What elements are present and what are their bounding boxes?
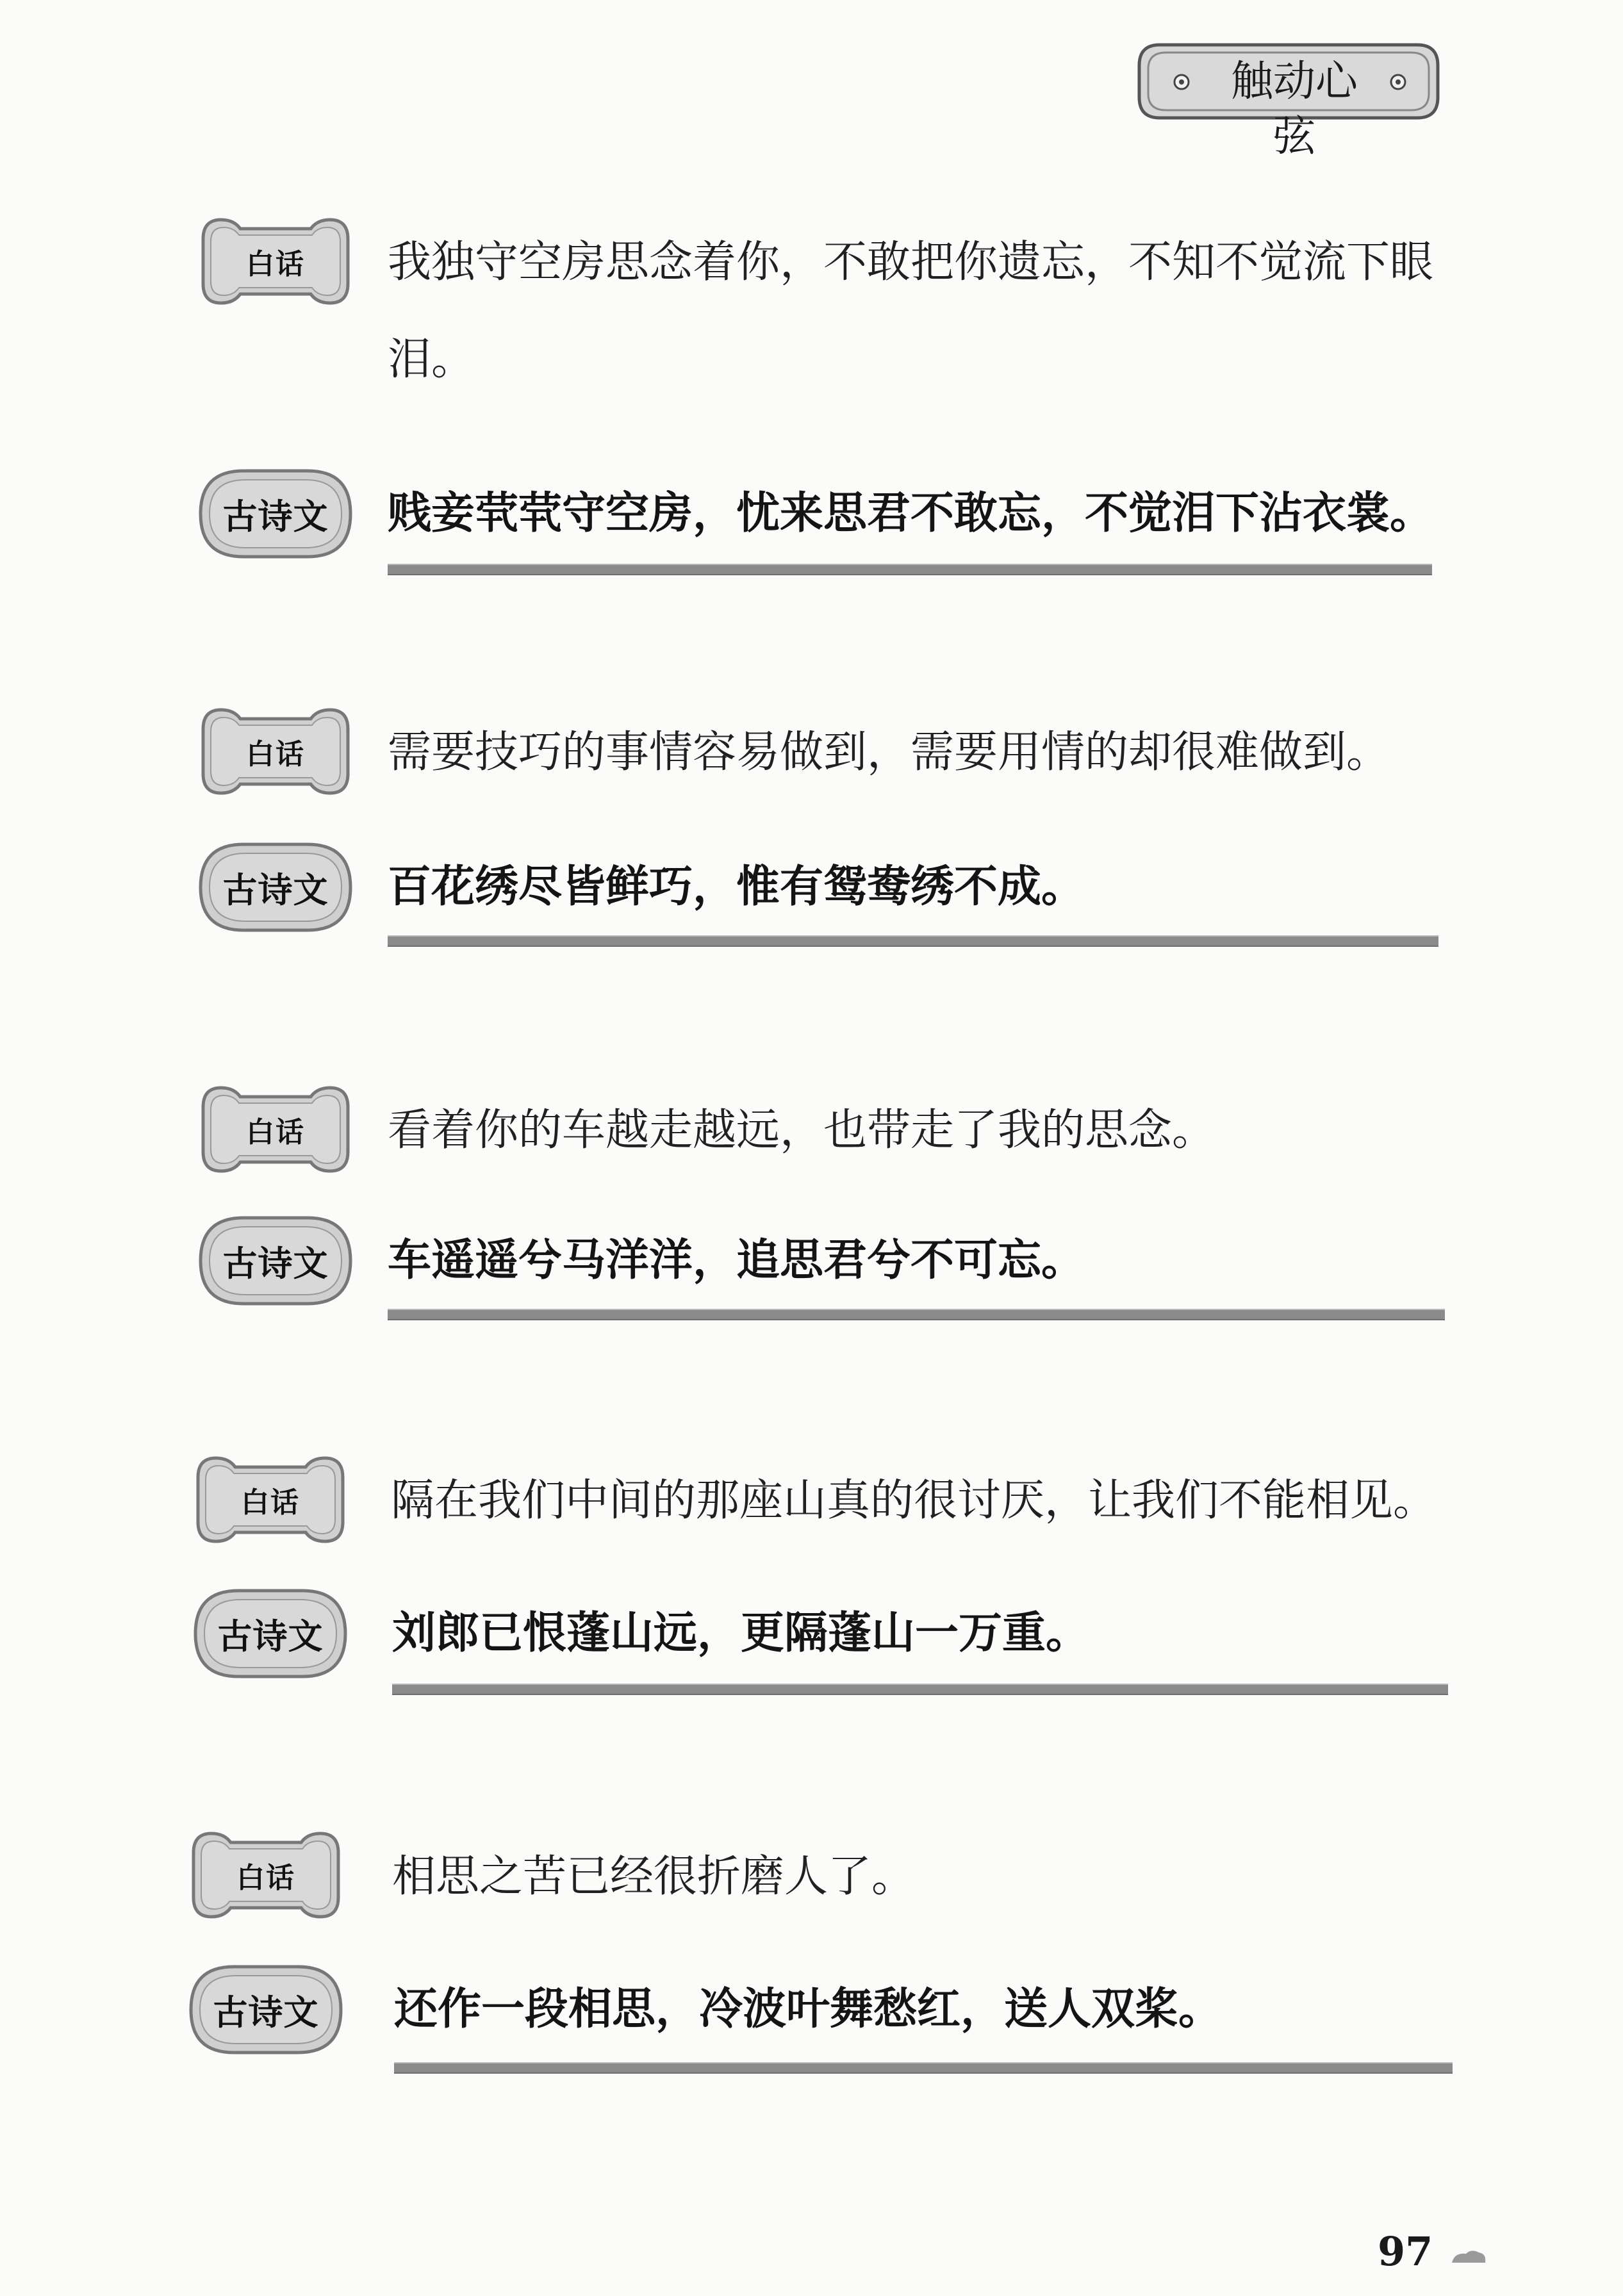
modern-badge-label: 白话 bbox=[246, 248, 305, 281]
modern-badge-label: 白话 bbox=[246, 1116, 305, 1149]
classical-badge bbox=[195, 466, 356, 562]
flower-icon bbox=[1174, 75, 1189, 89]
divider-rule bbox=[392, 1684, 1448, 1695]
classical-badge bbox=[190, 1586, 350, 1682]
flower-icon bbox=[1391, 75, 1405, 89]
modern-badge bbox=[195, 1081, 356, 1177]
classical-badge-label: 古诗文 bbox=[213, 1992, 319, 2033]
cloud-ornament-icon bbox=[1449, 2247, 1488, 2267]
divider-rule bbox=[388, 935, 1438, 947]
classical-badge-label: 古诗文 bbox=[217, 1616, 324, 1657]
modern-badge bbox=[195, 213, 356, 309]
modern-badge-label: 白话 bbox=[241, 1486, 300, 1519]
modern-badge-label: 白话 bbox=[246, 738, 305, 771]
section-header-tab bbox=[1134, 40, 1443, 161]
modern-badge bbox=[186, 1827, 346, 1923]
modern-badge-label: 白话 bbox=[236, 1862, 295, 1894]
modern-badge bbox=[190, 1452, 350, 1548]
classical-badge-label: 古诗文 bbox=[222, 1243, 329, 1284]
modern-text: 隔在我们中间的那座山真的很讨厌，让我们不能相见。 bbox=[391, 1475, 1437, 1526]
divider-rule bbox=[394, 2062, 1453, 2074]
modern-badge bbox=[195, 703, 356, 800]
page-number: 97 bbox=[1378, 2228, 1433, 2275]
classical-text: 刘郎已恨蓬山远，更隔蓬山一万重。 bbox=[392, 1608, 1090, 1659]
divider-rule bbox=[388, 564, 1432, 575]
classical-badge-label: 古诗文 bbox=[222, 496, 329, 537]
modern-text: 相思之苦已经很折磨人了。 bbox=[392, 1851, 916, 1902]
modern-text: 需要技巧的事情容易做到，需要用情的却很难做到。 bbox=[388, 727, 1390, 778]
classical-badge-label: 古诗文 bbox=[222, 869, 329, 910]
divider-rule bbox=[388, 1309, 1445, 1320]
classical-text: 百花绣尽皆鲜巧，惟有鸳鸯绣不成。 bbox=[388, 862, 1085, 912]
section-title: 触动心弦 bbox=[1231, 56, 1358, 161]
classical-badge bbox=[195, 1213, 356, 1309]
classical-text: 贱妾茕茕守空房，忧来思君不敢忘，不觉泪下沾衣裳。 bbox=[388, 488, 1434, 539]
classical-badge bbox=[195, 839, 356, 935]
classical-badge bbox=[186, 1962, 346, 2058]
classical-text: 车遥遥兮马洋洋，追思君兮不可忘。 bbox=[388, 1235, 1085, 1286]
classical-text: 还作一段相思，冷波叶舞愁红，送人双桨。 bbox=[394, 1984, 1223, 2035]
modern-text: 看着你的车越走越远，也带走了我的思念。 bbox=[388, 1105, 1216, 1156]
modern-text: 我独守空房思念着你，不敢把你遗忘，不知不觉流下眼泪。 bbox=[388, 237, 1434, 385]
